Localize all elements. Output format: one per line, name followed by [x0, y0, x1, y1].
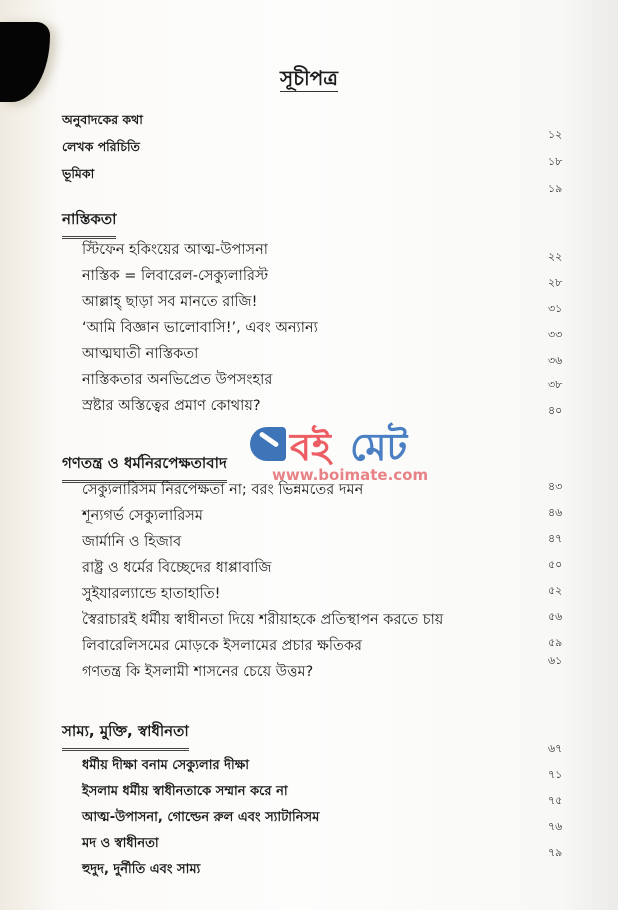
entry-label: ইসলাম ধর্মীয় স্বাধীনতাকে সম্মান করে না — [82, 784, 288, 799]
toc-entry — [0, 558, 618, 584]
toc-entry — [0, 370, 618, 396]
toc-entry — [0, 846, 618, 886]
toc-entry — [0, 266, 618, 292]
entry-page: ৬১ — [548, 654, 563, 667]
entry-label: নাস্তিকতার অনভিপ্রেত উপসংহার — [82, 372, 273, 388]
entry-label: স্বৈরাচারই ধর্মীয় স্বাধীনতা দিয়ে শরীয়াহকে প্রতিস্থাপন করতে চায় — [82, 612, 444, 628]
section-heading: নাস্তিকতা — [62, 208, 116, 239]
entry-page: ৩৬ — [548, 354, 563, 367]
toc-entry — [0, 110, 618, 141]
entry-page: ৬৭ — [548, 742, 563, 755]
entry-page: ৪৭ — [548, 532, 563, 545]
entry-page: ২২ — [548, 250, 563, 263]
page-title — [0, 64, 618, 97]
entry-page: ৫০ — [548, 558, 563, 571]
watermark-text-red: বই — [290, 425, 331, 469]
entry-label: লিবারেলিসমের মোড়কে ইসলামের প্রচার ক্ষতিকর — [82, 638, 363, 654]
entry-label: ‘আমি বিজ্ঞান ভালোবাসি!’, এবং অন্যান্য — [82, 320, 318, 336]
entry-label: সুইযারল্যান্ডে হাতাহাতি! — [82, 586, 221, 602]
entry-page: ৩৮ — [548, 378, 563, 391]
entry-label: আত্ম-উপাসনা, গোল্ডেন রুল এবং স্যাটানিসম — [82, 810, 320, 825]
toc-entry — [0, 654, 618, 688]
section-heading: সাম্য, মুক্তি, স্বাধীনতা — [62, 720, 189, 751]
entry-page: ৭৯ — [548, 846, 563, 859]
watermark-text-blue: মেট — [350, 425, 408, 469]
entry-label: লেখক পরিচিতি — [62, 139, 140, 154]
toc-entry — [0, 292, 618, 318]
toc-entry — [0, 584, 618, 610]
entry-label: শূন্যগর্ভ সেক্যুলারিসম — [82, 508, 203, 524]
entry-page: ৪০ — [548, 404, 563, 417]
entry-label: ভূমিকা — [62, 166, 95, 181]
toc-entry — [0, 636, 618, 662]
entry-label: আত্মঘাতী নাস্তিকতা — [82, 346, 199, 362]
toc-entry — [0, 742, 618, 782]
toc-entry — [0, 768, 618, 808]
entry-label: রাষ্ট্র ও ধর্মের বিচ্ছেদের ধাপ্পাবাজি — [82, 560, 272, 576]
entry-label: নাস্তিক = লিবারেল-সেক্যুলারিস্ট — [82, 268, 269, 284]
toc-entry — [0, 164, 618, 195]
toc-entry — [0, 396, 618, 422]
entry-label: স্রষ্টার অস্তিত্বের প্রমাণ কোথায়? — [82, 398, 261, 414]
entry-label: হুদুদ, দুর্নীতি এবং সাম্য — [82, 862, 201, 877]
toc-entry — [0, 610, 618, 636]
toc-entry — [0, 820, 618, 860]
toc-entry — [0, 506, 618, 532]
watermark-url: www.boimate.com — [272, 466, 429, 484]
entry-page: ২৮ — [548, 276, 563, 289]
entry-page: ৩১ — [548, 302, 563, 315]
entry-label: জার্মানি ও হিজাব — [82, 534, 182, 550]
entry-page: ৭৫ — [548, 794, 563, 807]
entry-label: ধর্মীয় দীক্ষা বনাম সেক্যুলার দীক্ষা — [82, 758, 250, 773]
entry-page: ৭১ — [548, 768, 563, 781]
toc-entry — [0, 794, 618, 834]
entry-page: ৫৬ — [548, 610, 563, 623]
entry-page: ৩৩ — [548, 328, 563, 341]
entry-label: স্টিফেন হকিংয়ের আত্ম-উপাসনা — [82, 242, 268, 258]
entry-label: সেক্যুলারিসম নিরপেক্ষতা না; বরং ভিন্নমতের দমন — [82, 482, 364, 498]
entry-page: ৫২ — [548, 584, 563, 597]
boimate-logo-icon — [250, 427, 286, 461]
entry-label: মদ ও স্বাধীনতা — [82, 836, 159, 851]
entry-label: অনুবাদকের কথা — [62, 112, 143, 127]
entry-page: ৫৯ — [548, 636, 563, 649]
entry-page: ১৯ — [548, 182, 563, 195]
entry-label: গণতন্ত্র কি ইসলামী শাসনের চেয়ে উত্তম? — [82, 664, 314, 680]
toc-entry — [0, 318, 618, 344]
toc-entry — [0, 344, 618, 370]
toc-entry — [0, 137, 618, 168]
section-heading: গণতন্ত্র ও ধর্মনিরপেক্ষতাবাদ — [62, 452, 227, 483]
toc-entry — [0, 240, 618, 266]
toc-entry — [0, 480, 618, 506]
entry-page: ১৮ — [548, 155, 563, 168]
entry-label: আল্লাহ্ ছাড়া সব মানতে রাজি! — [82, 294, 258, 310]
entry-page: ৭৬ — [548, 820, 563, 833]
entry-page: ৪৩ — [548, 480, 563, 493]
entry-page: ৪৬ — [548, 506, 563, 519]
entry-page: ১২ — [548, 128, 563, 141]
title-text: সূচীপত্র — [280, 66, 338, 90]
toc-entry — [0, 532, 618, 558]
